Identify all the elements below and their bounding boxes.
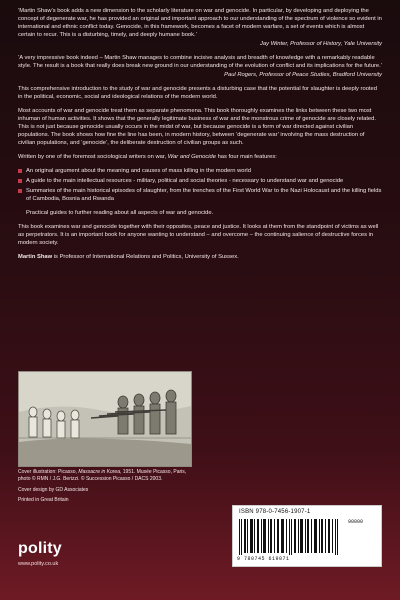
feature-item [18, 168, 382, 176]
publisher-logo: polity [18, 540, 62, 557]
feature-item-text: A guide to the main intellectual resources - military, political and social theories - necessary to understand war and genocide [26, 177, 344, 184]
isbn-barcode [232, 505, 382, 567]
massacre-painting-illustration [19, 372, 191, 466]
back-cover-text [18, 8, 382, 268]
feature-item [18, 188, 382, 204]
intro-paragraph: This comprehensive introduction to the study of war and genocide presents a disturbing case that the potential for slaughter is deeply rooted in the political, economic, social and ideological relations of the modern world. [18, 85, 377, 100]
bullet-square-icon [18, 179, 22, 183]
cover-artwork-image [18, 371, 192, 467]
features-intro [18, 154, 382, 162]
features-intro-before: Written by one of the foremost sociological writers on war, [18, 153, 168, 160]
bullet-square-icon [18, 189, 22, 193]
review-attribution-1: Jay Winter, Professor of History, Yale University [259, 40, 382, 47]
review-quote-2: ‘A very impressive book indeed – Martin Shaw manages to combine incisive analysis and breadth of knowledge with a remarkably readable style. The result is a book that really does break new ground in our understanding of the evolution of conflict and its implications for the future.’ [18, 54, 383, 69]
design-credit: Cover design by GD Associates [18, 486, 89, 493]
body-paragraph: Most accounts of war and genocide treat them as separate phenomena. This book thoroughly examines the links between these two most inhuman of human activities. It shows that the generally legitimate business of war and the monstrous crime of genocide are closely related. This is not just because genocide usually occurs in the midst of war, but because genocide is a form of war directed against civilian populations. The book shows how fine the line has been, in modern history, between ‘degenerate war’ involving the mass destruction of civilian populations, and ‘genocide’, the deliberate destruction of civilian groups as such. [18, 107, 376, 146]
author-bio-text: is Professor of International Relations and Politics, University of Sussex. [52, 253, 239, 260]
bullet-square-icon [18, 169, 22, 173]
features-list [18, 168, 382, 204]
illustration-credit-prefix: Cover illustration: Picasso, [18, 469, 79, 475]
feature-practical-guides: Practical guides to further reading about all aspects of war and genocide. [26, 209, 214, 216]
printed-in: Printed in Great Britain [18, 496, 69, 503]
barcode-digits: 9 780745 619071 [237, 556, 290, 562]
illustration-credit [18, 469, 193, 484]
isbn-number: ISBN 978-0-7456-1907-1 [239, 509, 311, 515]
feature-item-text: An original argument about the meaning and causes of mass killing in the modern world [26, 167, 251, 174]
book-title: War and Genocide [167, 153, 216, 160]
feature-item [18, 178, 382, 186]
author-bio [18, 254, 382, 262]
illustration-credit-rest: , 1951. Musée Picasso, Paris, photo © RMN / J.G. Berizzi. © Succession Picasso / DACS 2003. [18, 469, 187, 483]
conclusion-paragraph: This book examines war and genocide together with their opposites, peace and justice. It looks at them from the standpoint of victims as well as perpetrators. It is an important book for anyone wanting to understand – and overcome – the continuing salience of destructive forces in modern society. [18, 223, 379, 246]
illustration-title: Massacre in Korea [78, 469, 120, 475]
review-quote-1: ‘Martin Shaw’s book adds a new dimension to the scholarly literature on war and genocide. In particular, by developing and deploying the concept of degenerate war, he has provided an original and important approach to our understanding of the spectrum of violence so evident in international and ethnic conflict today. Genocide, in this framework, becomes a facet of modern warfare, a set of events which is almost certain to recur. This is a disturbing, timely, and deeply humane book.’ [18, 8, 382, 38]
features-intro-after: has four main features: [215, 153, 277, 160]
author-name: Martin Shaw [18, 253, 53, 260]
barcode-bars-icon [239, 519, 343, 555]
feature-item-text: Summaries of the main historical episodes of slaughter, from the trenches of the First World War to the Nazi Holocaust and the killing fields of Cambodia, Bosnia and Rwanda [26, 187, 382, 202]
barcode-supplement: 90000 [348, 519, 364, 525]
cover-credits [18, 469, 193, 507]
publisher-url: www.polity.co.uk [18, 561, 59, 567]
review-attribution-2: Paul Rogers, Professor of Peace Studies, Bradford University [224, 71, 382, 78]
